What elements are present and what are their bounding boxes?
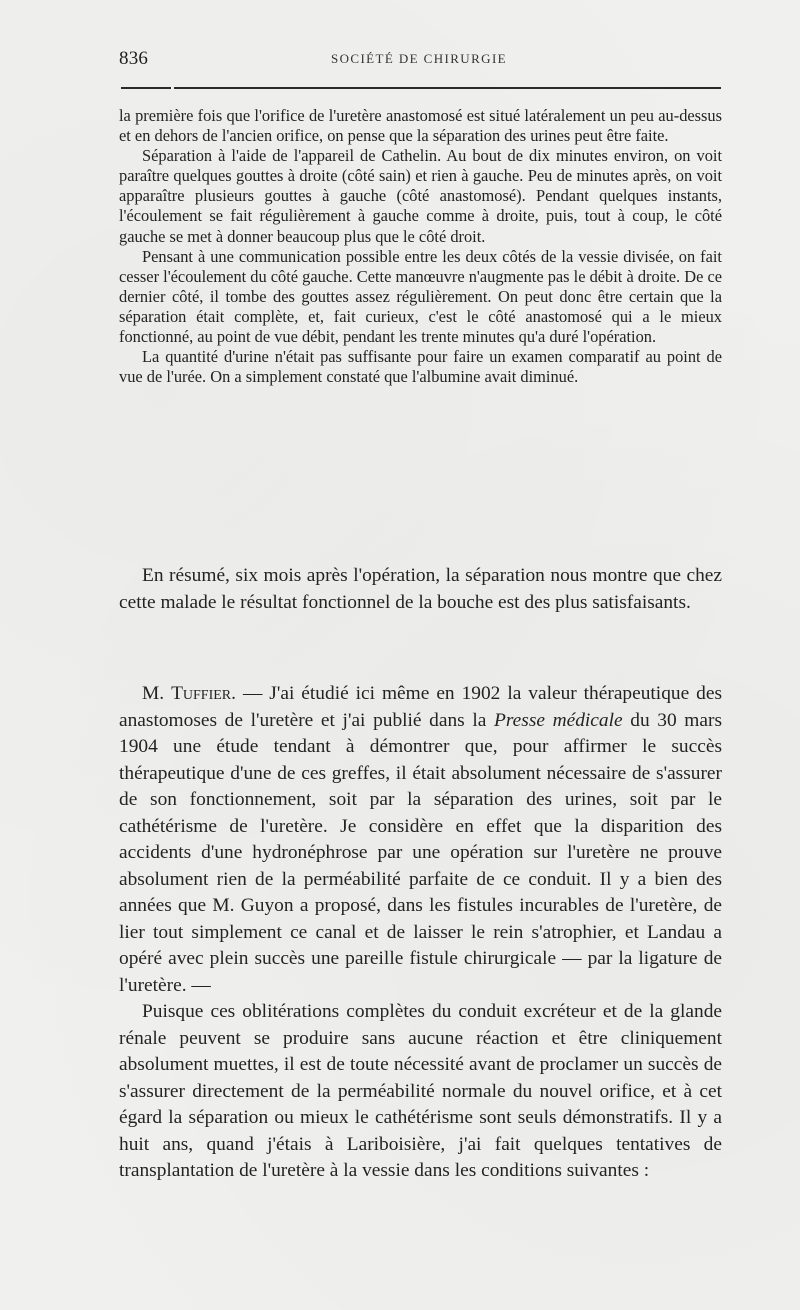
summary-paragraph: En résumé, six mois après l'opération, la séparation nous montre que chez cette malade le résultat fonctionnel de la bouche est des plus satisfaisants.	[119, 565, 722, 613]
case-report-text	[119, 106, 722, 387]
page-number: 836	[119, 48, 149, 69]
speaker-name: Tuffier	[171, 683, 232, 704]
paragraph: Pensant à une communication possible entre les deux côtés de la vessie divisée, on fait cesser l'écoulement du côté gauche. Cette manœuvre n'augmente pas le débit à droite. De ce dernier côté, il tombe des gouttes assez régulièrement. On peut donc être certain que la séparation était complète, et, fait curieux, c'est le côté anastomosé qui a le mieux fonctionné, au point de vue débit, pendant les trente minutes qu'a duré l'opération.	[119, 246, 723, 347]
paragraph-text: du 30 mars 1904 une étude tendant à démontrer que, pour affirmer le succès thérapeutique d'une de ces greffes, il était absolument nécessaire de s'assurer de son fonctionnement, soit par la séparation des urines, soit par le cathétérisme de l'uretère. Je considère en effet que la disparition des accidents d'une hydronéphrose par une opération sur l'uretère ne prouve absolument rien de la perméabilité parfaite de ce conduit. Il y a bien des années que M. Guyon a proposé, dans les fistules incurables de l'uretère, de lier tout simplement ce canal et de laisser le rein s'atrophier, et Landau a opéré avec plein succès une pareille fistule chirurgicale — par la ligature de l'uretère. —	[119, 709, 722, 996]
tuffier-paragraph-2: Puisque ces oblitérations complètes du conduit excréteur et de la glande rénale peuvent se produire sans aucune réaction et être cliniquement absolument muettes, il est de toute nécessité avant de proclamer un succès de s'assurer directement de la perméabilité normale du nouvel orifice, et à cet égard la séparation ou mieux le cathétérisme sont seuls démonstratifs. Il y a huit ans, quand j'étais à Lariboisière, j'ai fait quelques tentatives de transplantation de l'uretère à la vessie dans les conditions suivantes :	[119, 1001, 722, 1181]
journal-title: Presse médicale	[494, 709, 623, 731]
rule-gap	[171, 87, 174, 89]
paragraph: Séparation à l'aide de l'appareil de Cathelin. Au bout de dix minutes environ, on voit paraître quelques gouttes à droite (côté sain) et rien à gauche. Peu de minutes après, on voit apparaître plusieurs gouttes à gauche (côté anastomosé). Pendant quelques instants, l'écoulement se fait régulièrement à gauche comme à droite, puis, tout à coup, le côté gauche se met à donner beaucoup plus que le côté droit.	[119, 146, 722, 246]
paragraph: La quantité d'urine n'était pas suffisante pour faire un examen comparatif au point de vue de l'urée. On a simplement constaté que l'albumine avait diminué.	[119, 347, 722, 387]
tuffier-discussion	[119, 681, 722, 1185]
tuffier-paragraph-1	[119, 681, 722, 999]
paragraph-text: . — J'ai étudié ici même en 1902 la valeur thérapeutique des anastomoses de l'uretère et j'ai publié dans la	[119, 683, 723, 731]
summary-block	[119, 563, 722, 616]
page-header	[119, 48, 719, 74]
header-rule	[121, 87, 721, 89]
speaker-prefix: M.	[142, 683, 172, 704]
paragraph: la première fois que l'orifice de l'uretère anastomosé est situé latéralement un peu au-dessus et en dehors de l'ancien orifice, on pense que la séparation des urines peut être faite.	[119, 106, 722, 146]
running-head: SOCIÉTÉ DE CHIRURGIE	[330, 51, 508, 66]
